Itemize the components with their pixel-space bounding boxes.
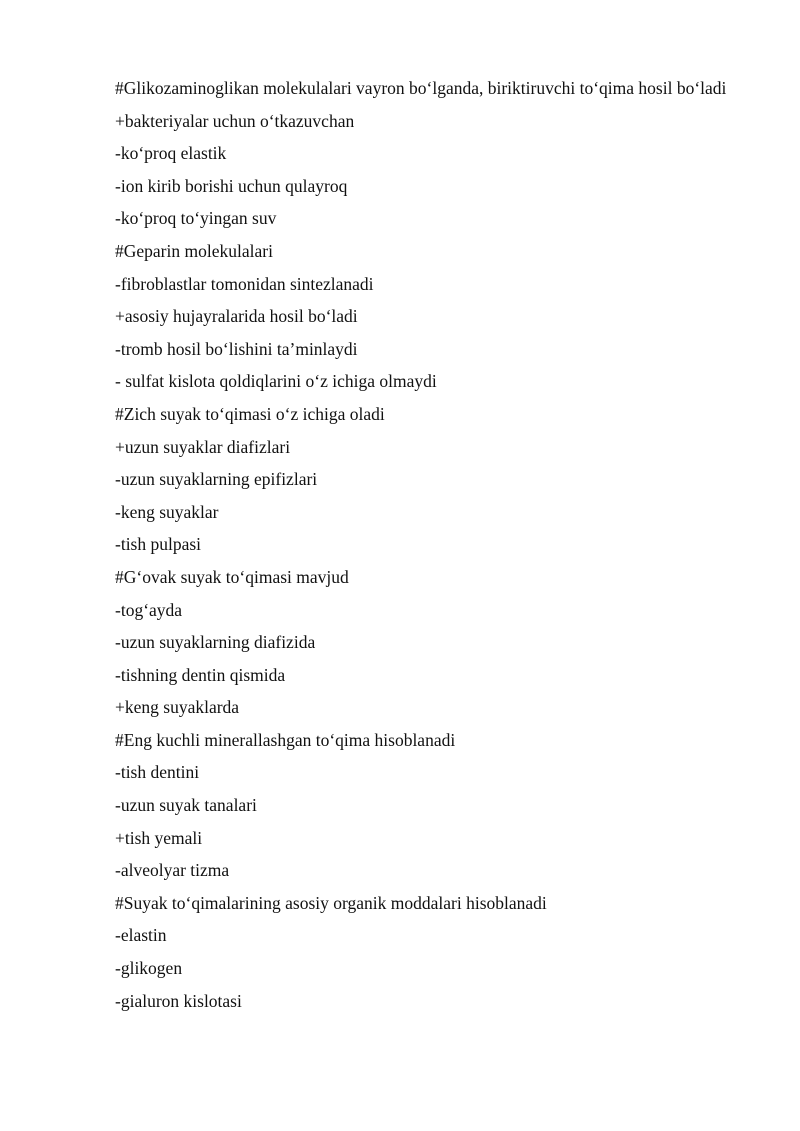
question-line: #Suyak to‘qimalarining asosiy organik moddalari hisoblanadi <box>115 892 547 913</box>
answer-line: +asosiy hujayralarida hosil bo‘ladi <box>115 306 358 327</box>
answer-line: -gialuron kislotasi <box>115 990 242 1011</box>
answer-line: -uzun suyak tanalari <box>115 795 257 816</box>
question-list <box>115 72 735 1017</box>
answer-line: +bakteriyalar uchun o‘tkazuvchan <box>115 110 355 131</box>
answer-line: -ko‘proq elastik <box>115 143 227 164</box>
answer-line: +tish yemali <box>115 827 203 848</box>
answer-line: -tromb hosil bo‘lishini ta’minlaydi <box>115 338 358 359</box>
question-line: #Zich suyak to‘qimasi o‘z ichiga oladi <box>115 403 385 424</box>
answer-line: -glikogen <box>115 958 183 979</box>
answer-line: -alveolyar tizma <box>115 860 230 881</box>
question-line: #G‘ovak suyak to‘qimasi mavjud <box>115 566 349 587</box>
question-line: #Eng kuchli minerallashgan to‘qima hisoblanadi <box>115 729 456 750</box>
question-line: #Geparin molekulalari <box>115 240 273 261</box>
answer-line: -tog‘ayda <box>115 599 183 620</box>
answer-line: - sulfat kislota qoldiqlarini o‘z ichiga olmaydi <box>115 371 437 392</box>
answer-line: -uzun suyaklarning diafizida <box>115 632 316 653</box>
question-line: #Glikozaminoglikan molekulalari vayron bo‘lganda, biriktiruvchi to‘qima hosil bo‘ladi <box>115 78 727 98</box>
answer-line: +uzun suyaklar diafizlari <box>115 436 291 457</box>
answer-line: -tishning dentin qismida <box>115 664 286 685</box>
answer-line: +keng suyaklarda <box>115 697 240 718</box>
answer-line: -uzun suyaklarning epifizlari <box>115 469 318 490</box>
answer-line: -tish dentini <box>115 762 200 783</box>
answer-line: -ion kirib borishi uchun qulayroq <box>115 175 348 196</box>
answer-line: -elastin <box>115 925 167 946</box>
answer-line: -keng suyaklar <box>115 501 219 522</box>
answer-line: -tish pulpasi <box>115 534 202 555</box>
answer-line: -fibroblastlar tomonidan sintezlanadi <box>115 273 374 294</box>
answer-line: -ko‘proq to‘yingan suv <box>115 208 277 229</box>
